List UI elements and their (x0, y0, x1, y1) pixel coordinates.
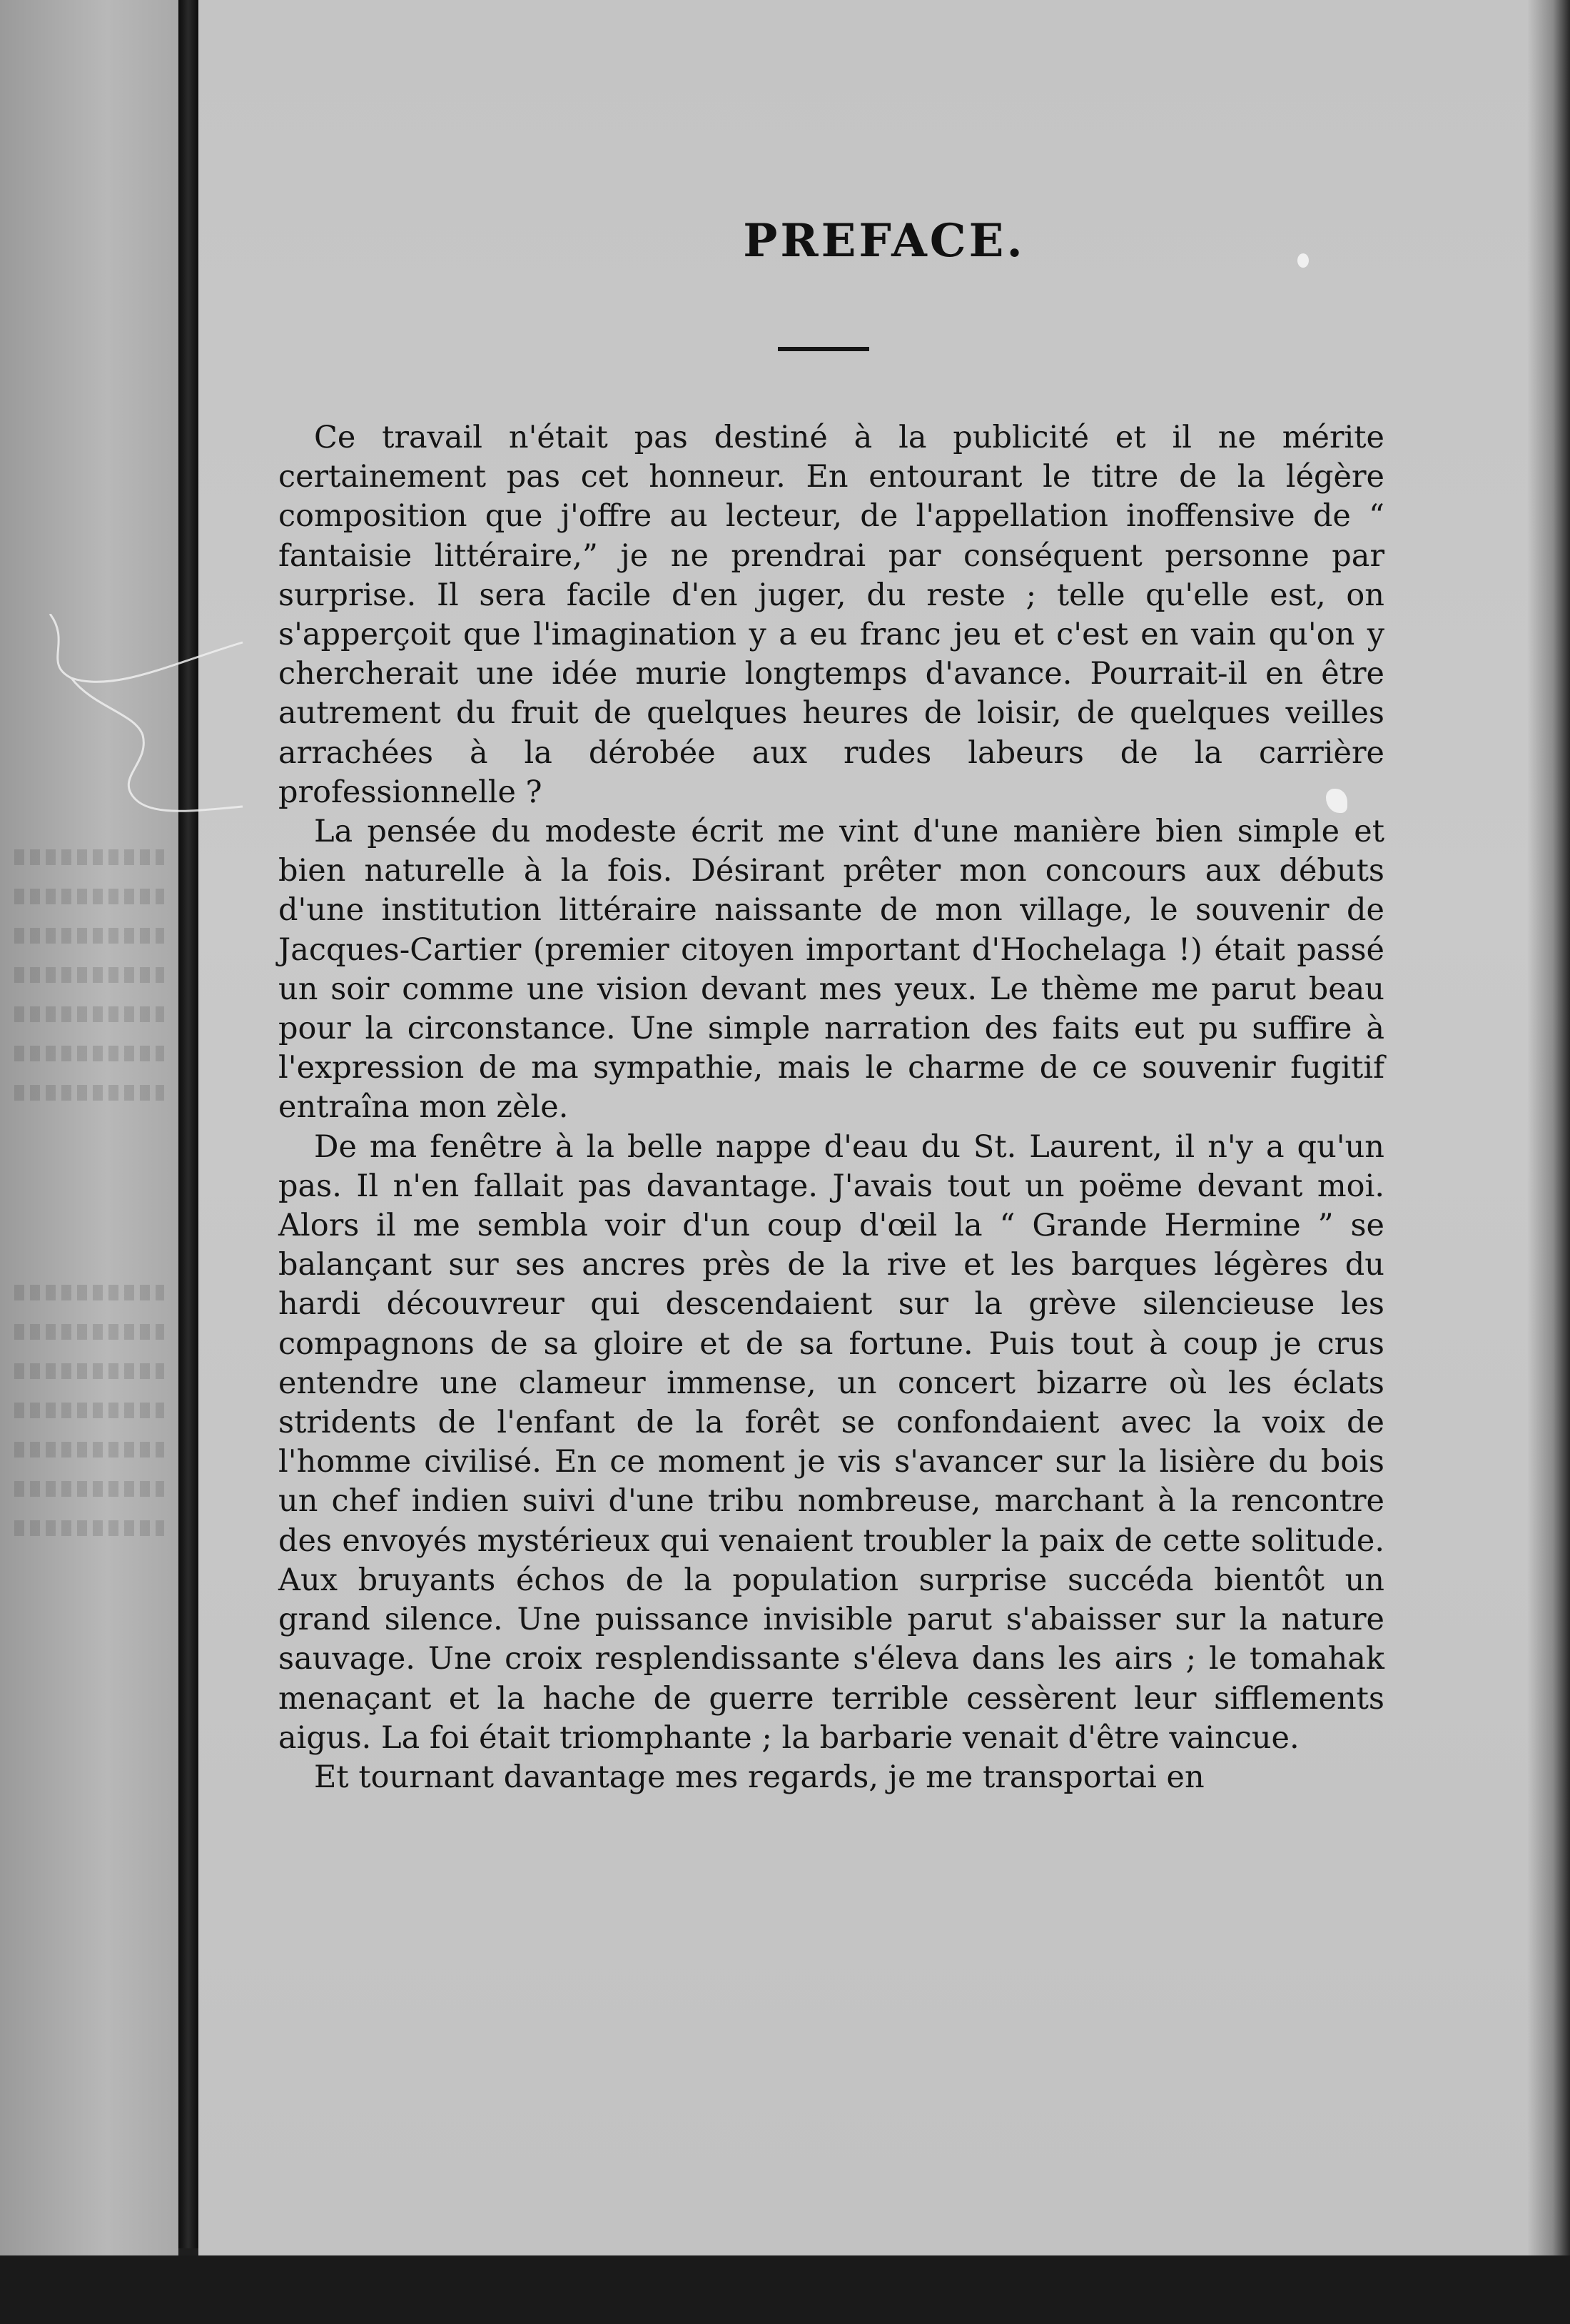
bleed-through-line (14, 1442, 164, 1457)
bleed-through-line (14, 1285, 164, 1300)
book-spine-shadow (178, 0, 198, 2248)
bleed-through-line (14, 1324, 164, 1340)
bleed-through-line (14, 967, 164, 983)
previous-page-edge (0, 0, 178, 2255)
bleed-through-line (14, 1520, 164, 1536)
paper-crease-mark (29, 614, 285, 821)
book-page (198, 0, 1570, 2255)
dust-speck (1297, 253, 1309, 268)
bleed-through-line (14, 1085, 164, 1101)
bleed-through-line (14, 1046, 164, 1061)
page-right-edge-shadow (1527, 0, 1570, 2255)
bleed-through-line (14, 1481, 164, 1497)
scan-bottom-border (0, 2255, 1570, 2324)
paragraph-3: De ma fenêtre à la belle nappe d'eau du St. Laurent, il n'y a qu'un pas. Il n'en fallait pas davantage. J'avais tout un poëme devant moi. Alors il me sembla voir d'un coup d'œil la “ Grande Hermine ” se balançant sur ses ancres près de la rive et les barques légères du hardi découvreur qui descendaient sur la grève silencieuse les compagnons de sa gloire et de sa fortune. Puis tout à coup je crus entendre une clameur immense, un concert bizarre où les éclats stridents de l'enfant de la forêt se confondaient avec la voix de l'homme civilisé. En ce moment je vis s'avancer sur la lisière du bois un chef indien suivi d'une tribu nombreuse, marchant à la rencontre des envoyés mystérieux qui venaient troubler la paix de cette solitude. Aux bruyants échos de la population surprise succéda bientôt un grand silence. Une puissance invisible parut s'abaisser sur la nature sauvage. Une croix resplendissante s'éleva dans les airs ; le tomahak menaçant et la hache de guerre terrible cessèrent leur sifflements aigus. La foi était triomphante ; la barbarie venait d'être vaincue. (278, 1128, 1384, 1756)
bleed-through-line (14, 1363, 164, 1379)
paragraph-1: Ce travail n'était pas destiné à la publicité et il ne mérite certainement pas cet honneur. En entourant le titre de la légère composition que j'offre au lecteur, de l'appellation inoffensive de “ fantaisie littéraire,” je ne prendrai par conséquent personne par surprise. Il sera facile d'en juger, du reste ; telle qu'elle est, on s'apperçoit que l'imagination y a eu franc jeu et c'est en vain qu'on y chercherait une idée murie longtemps d'avance. Pourrait-il en être autrement du fruit de quelques heures de loisir, de quelques veilles arrachées à la dérobée aux rudes labeurs de la carrière professionnelle ? (278, 420, 1384, 810)
bleed-through-line (14, 1006, 164, 1022)
page-title: PREFACE. (743, 214, 1025, 268)
bleed-through-line (14, 849, 164, 865)
preface-body (278, 418, 1384, 1797)
paragraph-2: La pensée du modeste écrit me vint d'une manière bien simple et bien naturelle à la fois. Désirant prêter mon concours aux débuts d'une institution littéraire naissante de mon village, le souvenir de Jacques-Cartier (premier citoyen important d'Hochelaga !) était passé un soir comme une vision devant mes yeux. Le thème me parut beau pour la circonstance. Une simple narration des faits eut pu suffire à l'expression de ma sympathie, mais le charme de ce souvenir fugitif entraîna mon zèle. (278, 814, 1384, 1126)
bleed-through-line (14, 889, 164, 904)
bleed-through-line (14, 1403, 164, 1418)
bleed-through-line (14, 928, 164, 944)
title-rule (778, 347, 869, 351)
paragraph-4: Et tournant davantage mes regards, je me transportai en (314, 1759, 1205, 1795)
